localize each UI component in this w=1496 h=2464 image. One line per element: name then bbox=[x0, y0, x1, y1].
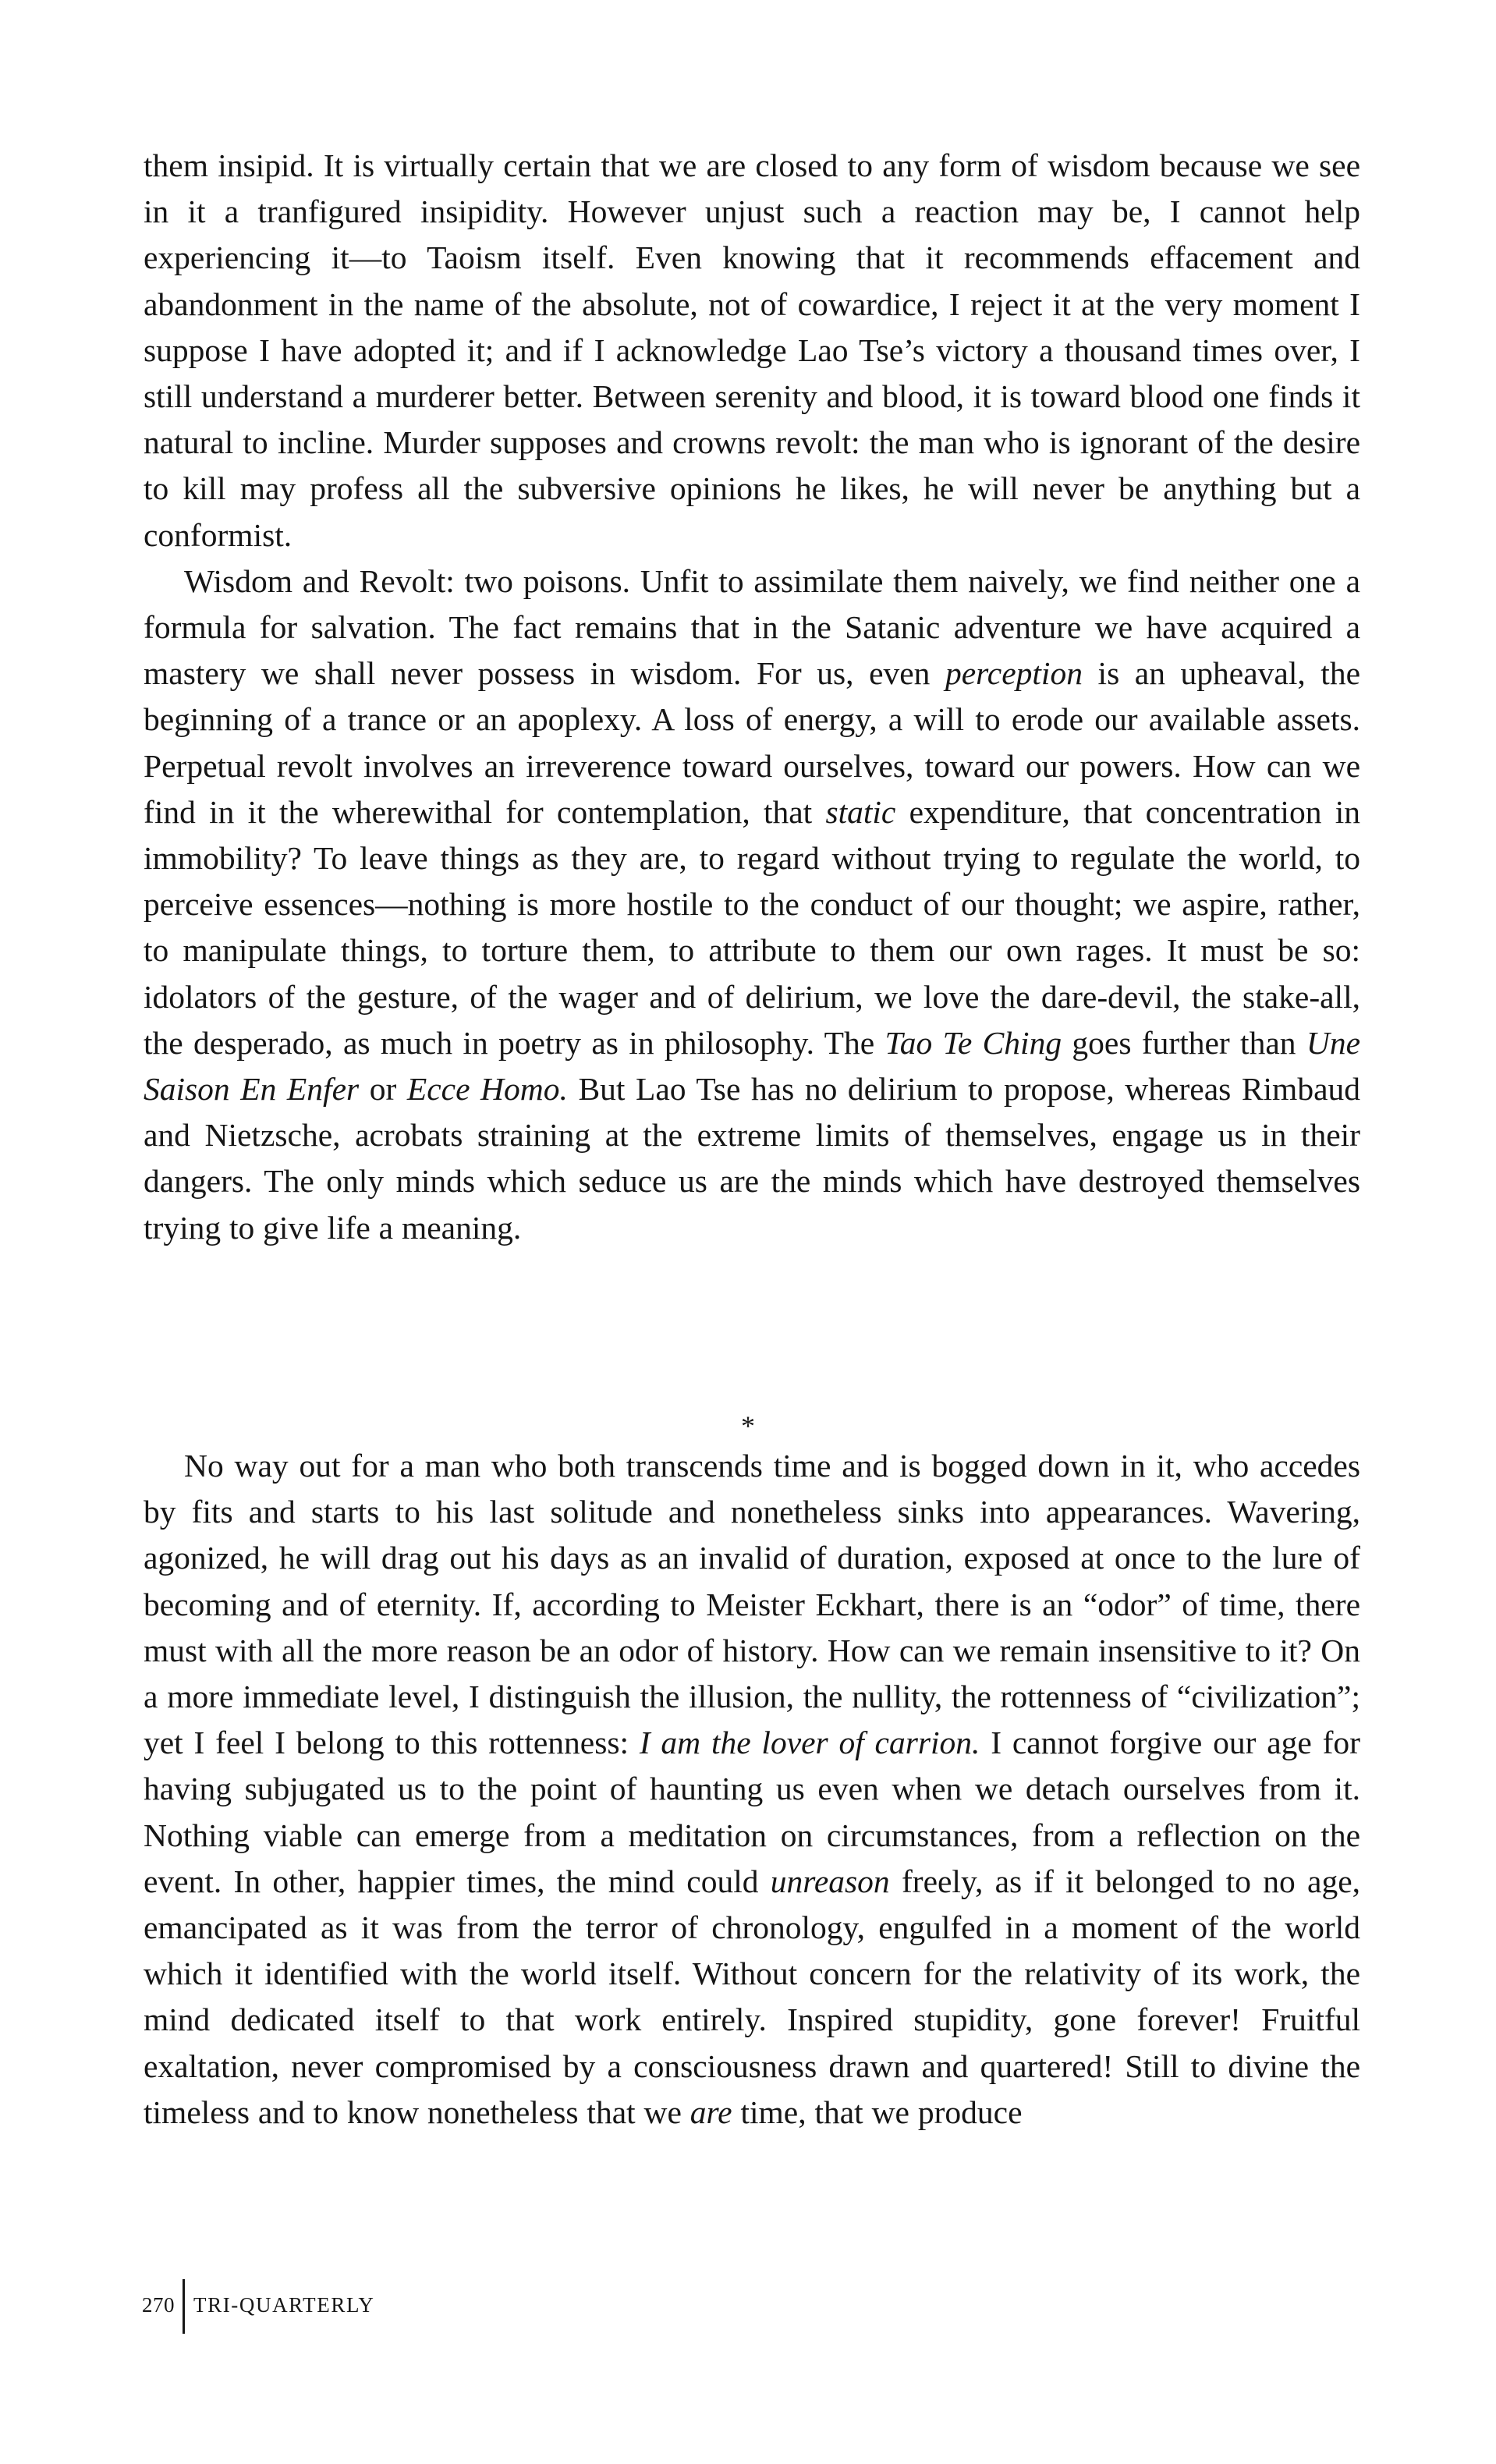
text-run: or bbox=[359, 1071, 407, 1108]
journal-name: TRI-QUARTERLY bbox=[193, 2293, 375, 2317]
footer-divider bbox=[183, 2279, 185, 2334]
text-run: expenditure, that concentration in immobility? To leave things as they are, to regard without trying to regulate the world, to perceive essences—nothing is more hostile to the conduct of our thought; we aspire, rather, to manipulate things, to torture them, to attribute to them our own rages. It must be so: idolators of the gesture, of the wager and of delirium, we love the dare-devil, the stake-all, the desperado, as much in poetry as in philosophy. The bbox=[144, 793, 1360, 1061]
page-number: 270 bbox=[142, 2293, 175, 2317]
text-run: goes further than bbox=[1062, 1024, 1306, 1061]
paragraph bbox=[144, 1443, 1360, 2136]
paragraph bbox=[144, 558, 1360, 1251]
italic-text: Tao Te Ching bbox=[884, 1024, 1062, 1061]
text-run: freely, as if it belonged to no age, emancipated as it was from the terror of chronology, engulfed in a moment of the world which it identified with the world itself. Without concern for the relativity of its work, the mind dedicated itself to that work entirely. Inspired stupidity, gone forever! Fruitful exaltation, never compromised by a consciousness drawn and quartered! Still to divine the timeless and to know nonetheless that we bbox=[144, 1863, 1360, 2130]
italic-text: static bbox=[825, 793, 896, 830]
main-text-bottom bbox=[144, 1443, 1360, 2136]
text-run: No way out for a man who both transcends time and is bogged down in it, who accedes by fits and starts to his last solitude and nonetheless sinks into appearances. Wavering, agonized, he will drag out his days as an invalid of duration, exposed at once to the lure of becoming and of eternity. If, according to Meister Eckhart, there is an “odor” of time, there must with all the more reason be an odor of history. How can we remain insensitive to it? On a more immediate level, I distinguish the illusion, the nullity, the rottenness of “civilization”; yet I feel I belong to this rottenness: bbox=[144, 1448, 1360, 1761]
italic-text: are bbox=[690, 2094, 732, 2130]
text-run: I cannot forgive our age for having subjugated us to the point of haunting us even when we detach ourselves from it. Nothing viable can emerge from a meditation on circumstances, from a reflection on the event. In other, happier times, the mind could bbox=[144, 1725, 1360, 1899]
italic-text: perception bbox=[945, 655, 1083, 692]
text-run: Wisdom and Revolt: two poisons. Unfit to assimilate them naively, we find neither one a formula for salvation. The fact remains that in the Satanic adventure we have acquired a mastery we shall never possess in wisdom. For us, even bbox=[144, 562, 1360, 692]
main-text-top bbox=[144, 143, 1360, 1251]
text-run: them insipid. It is virtually certain that we are closed to any form of wisdom because we see in it a tranfigured insipidity. However unjust such a reaction may be, I cannot help experiencing it—to Taoism itself. Even knowing that it recommends effacement and abandonment in the name of the absolute, not of cowardice, I reject it at the very moment I suppose I have adopted it; and if I acknowledge Lao Tse’s victory a thousand times over, I still understand a murderer better. Between serenity and blood, it is toward blood one finds it natural to incline. Murder supposes and crowns revolt: the man who is ignorant of the desire to kill may profess all the subversive opinions he likes, he will never be anything but a conformist. bbox=[144, 147, 1360, 553]
text-run: time, that we produce bbox=[732, 2094, 1023, 2130]
section-break-asterisk: * bbox=[741, 1410, 755, 1441]
text-run: is an upheaval, the beginning of a trance or an apoplexy. A loss of energy, a will to erode our available assets. Perpetual revolt involves an irreverence toward ourselves, toward our powers. How can we find in it the wherewithal for contemplation, that bbox=[144, 655, 1361, 830]
text-run: But Lao Tse has no delirium to propose, whereas Rimbaud and Nietzsche, acrobats straining at the extreme limits of themselves, engage us in their dangers. The only minds which seduce us are the minds which have destroyed themselves trying to give life a meaning. bbox=[144, 1071, 1360, 1246]
italic-text: I am the lover of carrion. bbox=[639, 1725, 980, 1761]
italic-text: Ecce Homo. bbox=[406, 1071, 568, 1108]
italic-text: unreason bbox=[770, 1863, 890, 1899]
italic-text: Une Saison En Enfer bbox=[144, 1024, 1360, 1108]
paragraph bbox=[144, 143, 1360, 558]
